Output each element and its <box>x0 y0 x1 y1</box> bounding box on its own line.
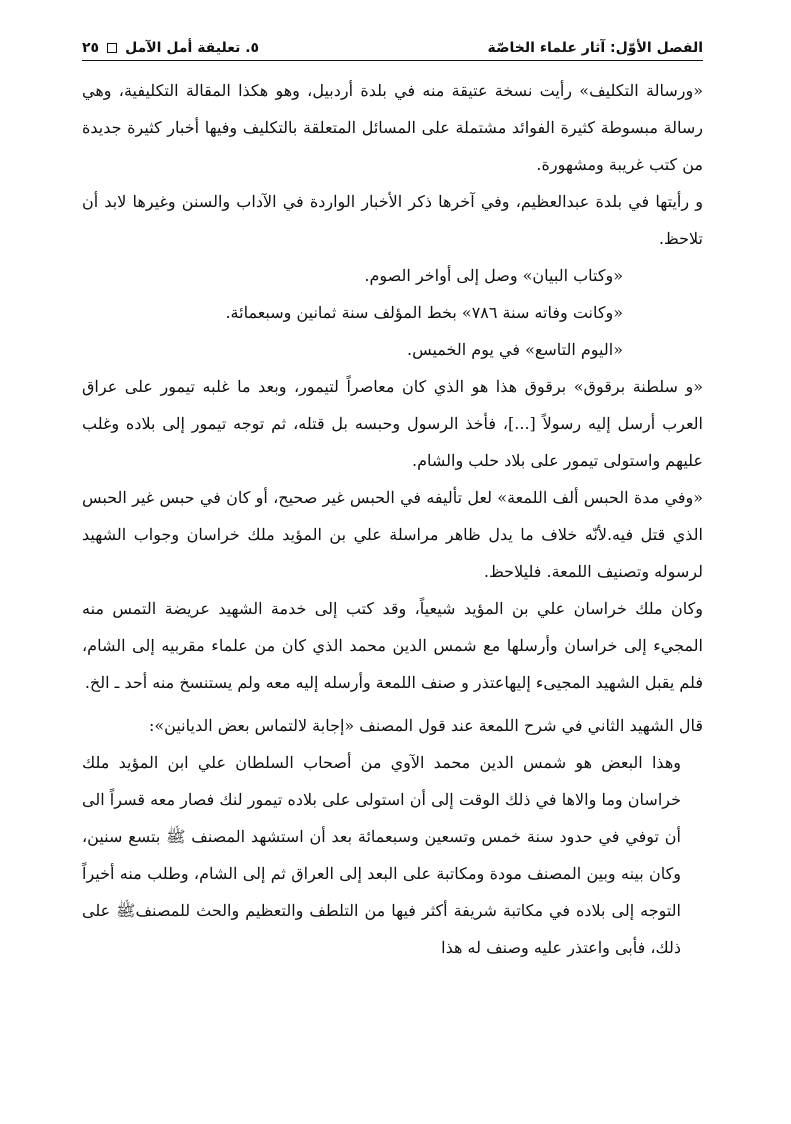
paragraph: «وكتاب البيان» وصل إلى أواخر الصوم. <box>364 266 623 285</box>
paragraph: «و سلطنة برقوق» برقوق هذا هو الذي كان معاصراً لتيمور، وبعد ما غلبه تيمور على عراق العرب أرسل إليه رسولاً [...]، فأخذ الرسول وحبسه بل قتله، ثم توجه تيمور إلى بلاده وغلب عليهم واستولى تيمور على بلاد حلب والشام. <box>82 377 703 470</box>
paragraph: «وكانت وفاته سنة ٧٨٦» بخط المؤلف سنة ثمانين وسبعمائة. <box>225 303 623 322</box>
quote-intro: قال الشهيد الثاني في شرح اللمعة عند قول المصنف «إجابة لالتماس بعض الديانين»: <box>148 716 703 735</box>
header-divider <box>82 60 703 61</box>
paragraph: «اليوم التاسع» في يوم الخميس. <box>406 340 623 359</box>
section-title: ٥. تعليقة أمل الآمل <box>125 40 260 56</box>
paragraph: «وفي مدة الحبس ألف اللمعة» لعل تأليفه في الحبس غير صحيح، أو كان في حبس غير الحبس الذي قتل فيه.لأنّه خلاف ما يدل ظاهر مراسلة علي بن المؤيد ملك خراسان وجواب الشهيد لرسوله وتصنيف اللمعة. فليلاحظ. <box>82 488 703 581</box>
page-body <box>82 72 703 966</box>
paragraph: و رأيتها في بلدة عبدالعظيم، وفي آخرها ذكر الأخبار الواردة في الآداب والسنن وغيرها لابد أن تلاحظ. <box>82 192 703 248</box>
block-quote: وهذا البعض هو شمس الدين محمد الآوي من أصحاب السلطان علي ابن المؤيد ملك خراسان وما والاها في ذلك الوقت إلى أن استولى على بلاده تيمور لنك فصار معه قسراً الى أن توفي في حدود سنة خمس وتسعين وسبعمائة بعد أن استشهد المصنف ﷺ بتسع سنين، وكان بينه وبين المصنف مودة ومكاتبة على البعد إلى العراق ثم إلى الشام، وطلب منه أخيراً التوجه إلى بلاده في مكاتبة شريفة أكثر فيها من التلطف والتعظيم والحث للمصنفﷺ على ذلك، فأبى واعتذر عليه وصنف له هذا <box>82 753 681 957</box>
chapter-title: الفصل الأوّل: آثار علماء الخاصّة <box>487 40 703 56</box>
page-number: ٢٥ <box>82 40 100 56</box>
paragraph: وكان ملك خراسان علي بن المؤيد شيعياً، وقد كتب إلى خدمة الشهيد عريضة التمس منه المجيء إلى خراسان وأرسلها مع شمس الدين محمد الذي كان من علماء مقربيه إلى الشام، فلم يقبل الشهيد المجيىء إليهاعتذر و صنف اللمعة وأرسله إليه معه ولم يستنسخ منه أحد ـ الخ. <box>82 599 703 692</box>
header-section-info <box>82 40 259 56</box>
running-header <box>82 30 703 56</box>
square-separator-icon <box>107 43 117 53</box>
paragraph: «ورسالة التكليف» رأيت نسخة عتيقة منه في بلدة أردبيل، وهو هكذا المقالة التكليفية، وهي رسالة مبسوطة كثيرة الفوائد مشتملة على المسائل المتعلقة بالتكليف وفيها أخبار كثيرة جديدة من كتب غريبة ومشهورة. <box>82 81 703 174</box>
